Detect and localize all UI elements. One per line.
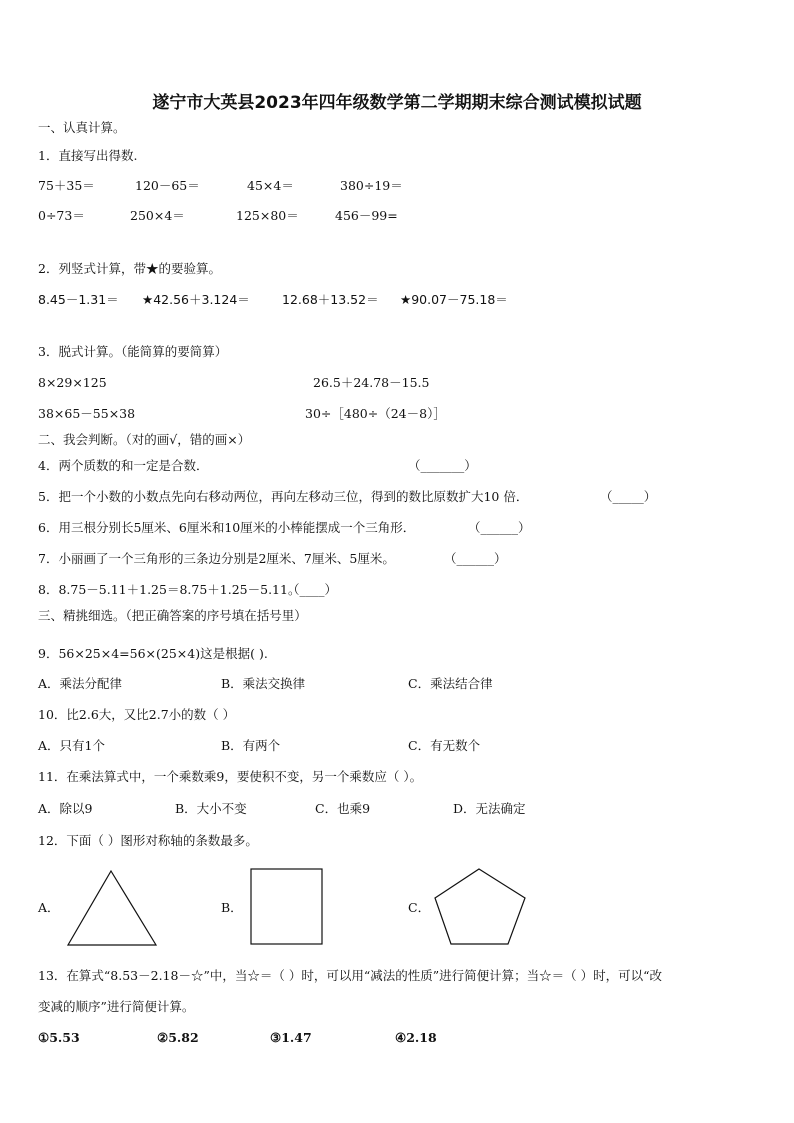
judge-answer-paren[interactable]: （____） [287, 582, 338, 597]
q10-stem: 10．比2.6大，又比2.7小的数（ ） [38, 707, 236, 722]
q2-stem: 2．列竖式计算，带★的要验算。 [38, 261, 221, 276]
judge-question: 8．8.75－5.11＋1.25＝8.75＋1.25－5.11。 [38, 582, 301, 597]
q11-option[interactable]: D．无法确定 [453, 801, 526, 816]
judge-answer-paren[interactable]: （______） [468, 520, 531, 535]
judge-question: 7．小丽画了一个三角形的三条边分别是2厘米、7厘米、5厘米。 [38, 551, 395, 566]
judge-answer-paren[interactable]: （_____） [600, 489, 657, 504]
q2-item: 8.45－1.31＝ [38, 292, 119, 307]
q11-stem: 11．在乘法算式中，一个乘数乘9，要使积不变，另一个乘数应（ ）。 [38, 769, 423, 784]
q12-option-label[interactable]: A． [38, 900, 60, 915]
q13-option[interactable]: ①5.53 [38, 1030, 80, 1045]
q13-stem-line2: 变减的顺序”进行简便计算。 [38, 999, 195, 1014]
square-figure [250, 868, 324, 946]
q1-stem: 1．直接写出得数. [38, 148, 138, 163]
q2-item: ★42.56＋3.124＝ [142, 292, 250, 307]
q3-item: 38×65－55×38 [38, 406, 136, 421]
q1-item: 456－99= [335, 208, 398, 223]
q9-stem: 9．56×25×4=56×(25×4)这是根据( ). [38, 646, 268, 661]
judge-question: 6．用三根分别长5厘米、6厘米和10厘米的小棒能摆成一个三角形． [38, 520, 416, 535]
q3-item: 30÷［480÷（24－8）］ [305, 406, 446, 421]
q1-item: 45×4＝ [247, 178, 294, 193]
q1-item: 0÷73＝ [38, 208, 85, 223]
q9-option[interactable]: A．乘法分配律 [38, 676, 123, 691]
q11-option[interactable]: C．也乘9 [315, 801, 371, 816]
q9-option[interactable]: B．乘法交换律 [221, 676, 306, 691]
q1-item: 120－65＝ [135, 178, 200, 193]
q3-stem: 3．脱式计算。（能简算的要简算） [38, 344, 228, 359]
q2-item: ★90.07－75.18＝ [400, 292, 508, 307]
q12-stem: 12．下面（ ）图形对称轴的条数最多。 [38, 833, 258, 848]
q11-option[interactable]: A．除以9 [38, 801, 93, 816]
q2-item: 12.68＋13.52＝ [282, 292, 379, 307]
q13-option[interactable]: ④2.18 [395, 1030, 437, 1045]
q10-option[interactable]: C．有无数个 [408, 738, 481, 753]
q13-option[interactable]: ②5.82 [157, 1030, 199, 1045]
section-2-heading: 二、我会判断。（对的画√，错的画×） [38, 432, 251, 447]
q10-option[interactable]: A．只有1个 [38, 738, 105, 753]
q11-option[interactable]: B．大小不变 [175, 801, 247, 816]
q1-item: 250×4＝ [130, 208, 185, 223]
q1-item: 125×80＝ [236, 208, 299, 223]
q1-item: 75＋35＝ [38, 178, 95, 193]
q9-option[interactable]: C．乘法结合律 [408, 676, 493, 691]
q13-stem-line1: 13．在算式“8.53－2.18－☆”中，当☆＝（ ）时，可以用“减法的性质”进行简便计算；当☆＝（ ）时，可以“改 [38, 968, 662, 983]
judge-answer-paren[interactable]: （______） [444, 551, 507, 566]
q13-option[interactable]: ③1.47 [270, 1030, 312, 1045]
q10-option[interactable]: B．有两个 [221, 738, 281, 753]
triangle-shape [68, 871, 156, 945]
q3-item: 26.5＋24.78－15.5 [313, 375, 430, 390]
pentagon-shape [435, 869, 525, 944]
section-3-heading: 三、精挑细选。（把正确答案的序号填在括号里） [38, 608, 307, 623]
section-1-heading: 一、认真计算。 [38, 120, 126, 135]
triangle-figure [66, 869, 158, 947]
judge-answer-paren[interactable]: （_______） [408, 458, 477, 473]
judge-question: 4．两个质数的和一定是合数． [38, 458, 209, 473]
q1-item: 380÷19＝ [340, 178, 403, 193]
q3-item: 8×29×125 [38, 375, 107, 390]
pentagon-figure [433, 867, 527, 947]
square-shape [251, 869, 322, 944]
judge-question: 5．把一个小数的小数点先向右移动两位，再向左移动三位，得到的数比原数扩大10 倍． [38, 489, 529, 504]
q12-option-label[interactable]: B． [221, 900, 243, 915]
q12-option-label[interactable]: C． [408, 900, 431, 915]
page-title: 遂宁市大英县2023年四年级数学第二学期期末综合测试模拟试题 [152, 93, 642, 113]
